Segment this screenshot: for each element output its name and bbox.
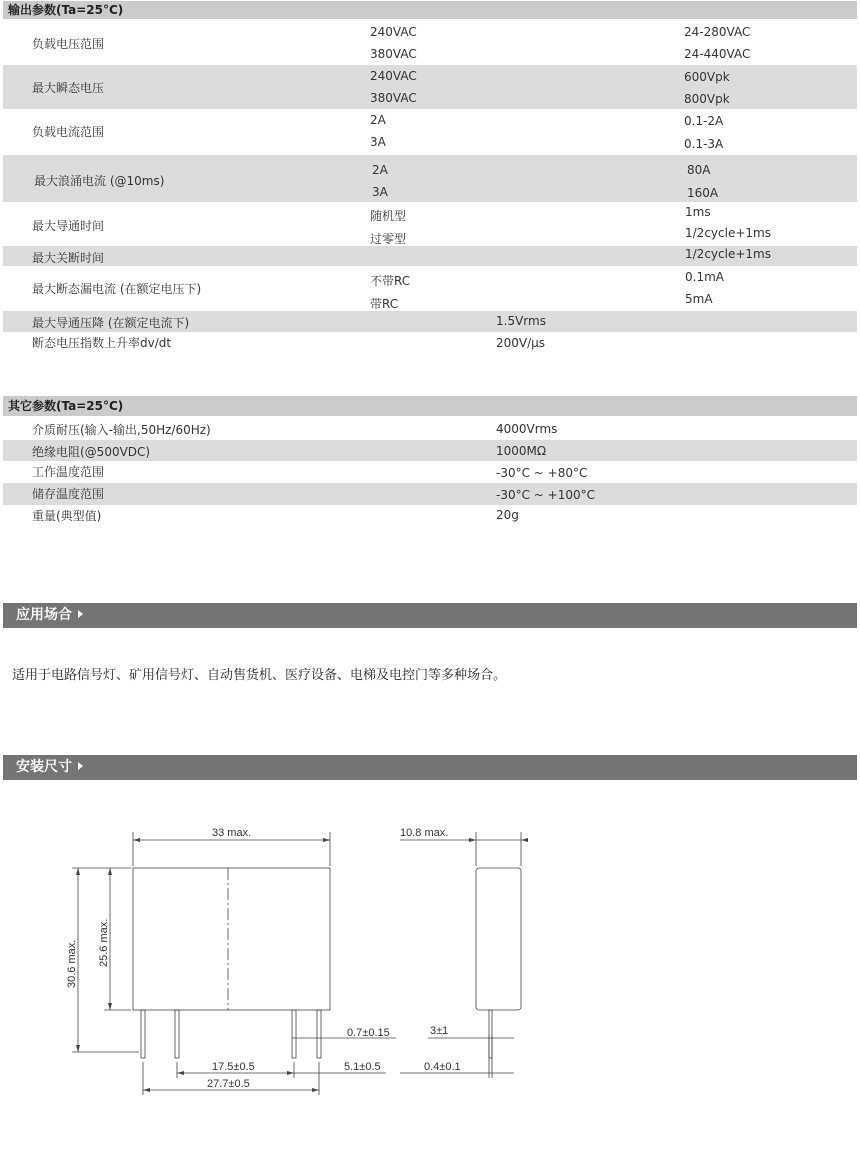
- table-row: [3, 332, 857, 354]
- dim-label: 17.5±0.5: [212, 1061, 255, 1073]
- row-value: 1/2cycle+1ms: [685, 247, 771, 261]
- row-value: 600Vpk: [684, 70, 730, 84]
- pin: [175, 1010, 179, 1058]
- row-label: 最大关断时间: [32, 251, 105, 265]
- row-value: -30°C ~ +100°C: [496, 488, 595, 502]
- pin: [292, 1010, 296, 1058]
- dimension-drawing: [0, 800, 860, 1120]
- table-row: [3, 21, 857, 65]
- dim-label: 0.7±0.15: [347, 1027, 390, 1039]
- row-value: 200V/μs: [496, 336, 546, 350]
- row-label: 绝缘电阻(@500VDC): [32, 445, 151, 459]
- dim-label: 10.8 max.: [400, 827, 449, 839]
- row-label: 介质耐压(输入-输出,50Hz/60Hz): [32, 423, 211, 437]
- row-label: 最大导通时间: [32, 219, 105, 233]
- pin: [317, 1010, 321, 1058]
- row-label: 最大瞬态电压: [32, 81, 105, 95]
- row-value: 1ms: [685, 205, 711, 219]
- row-value: 过零型: [370, 232, 407, 246]
- caret-right-icon: [78, 610, 83, 618]
- table-row: [3, 266, 857, 311]
- row-value: 2A: [372, 163, 388, 177]
- section-title: 应用场合: [16, 607, 72, 623]
- table-row: [3, 65, 857, 109]
- dim-label: 25.6 max.: [98, 918, 110, 967]
- dim-label: 27.7±0.5: [207, 1078, 250, 1090]
- relay-body-front: [133, 868, 330, 1010]
- dimensions-section-header: [3, 755, 857, 780]
- table-row: [3, 311, 857, 332]
- dim-label: 30.6 max.: [66, 939, 78, 988]
- table-row: [3, 202, 857, 246]
- row-value: 2A: [370, 113, 386, 127]
- row-value: 380VAC: [370, 47, 417, 61]
- row-value: 0.1mA: [685, 270, 724, 284]
- table-row: [3, 483, 857, 505]
- row-value: 3A: [372, 185, 388, 199]
- row-label: 断态电压指数上升率dv/dt: [32, 336, 172, 350]
- row-label: 重量(典型值): [32, 509, 102, 523]
- row-label: 最大浪涌电流 (@10ms): [34, 174, 165, 188]
- application-section-header: [3, 603, 857, 628]
- row-value: 1.5Vrms: [496, 314, 546, 328]
- row-value: 5mA: [685, 292, 713, 306]
- row-value: 800Vpk: [684, 92, 730, 106]
- table-row: [3, 440, 857, 461]
- row-label: 工作温度范围: [32, 465, 105, 479]
- section-title: 安装尺寸: [16, 759, 72, 775]
- row-label: 最大断态漏电流 (在额定电压下): [32, 282, 202, 296]
- row-value: 随机型: [370, 209, 407, 223]
- row-value: 24-280VAC: [684, 25, 751, 39]
- row-value: 1000MΩ: [496, 444, 547, 458]
- row-value: 0.1-2A: [684, 114, 724, 128]
- row-label: 负载电压范围: [32, 37, 105, 51]
- table-row: [3, 109, 857, 155]
- relay-body-side: [476, 868, 521, 1010]
- table-row: [3, 246, 857, 266]
- table-row: [3, 461, 857, 483]
- row-value: 不带RC: [370, 274, 411, 288]
- row-label: 最大导通压降 (在额定电流下): [32, 316, 190, 330]
- row-value: 带RC: [370, 297, 399, 311]
- other-params-header: 其它参数(Ta=25°C): [3, 396, 857, 416]
- row-value: 240VAC: [370, 69, 417, 83]
- dim-label: 5.1±0.5: [344, 1061, 381, 1073]
- row-value: 380VAC: [370, 91, 417, 105]
- row-value: -30°C ~ +80°C: [496, 466, 588, 480]
- row-value: 160A: [687, 186, 719, 200]
- table-row: [3, 155, 857, 202]
- row-value: 0.1-3A: [684, 137, 724, 151]
- application-text: 适用于电路信号灯、矿用信号灯、自动售货机、医疗设备、电梯及电控门等多种场合。: [12, 668, 507, 683]
- output-params-header: 输出参数(Ta=25°C): [3, 1, 857, 19]
- row-value: 1/2cycle+1ms: [685, 226, 771, 240]
- table-row: [3, 505, 857, 527]
- row-value: 240VAC: [370, 25, 417, 39]
- row-value: 3A: [370, 135, 386, 149]
- pin-side: [489, 1010, 492, 1058]
- row-label: 负载电流范围: [32, 125, 105, 139]
- caret-right-icon: [78, 762, 83, 770]
- dim-label: 3±1: [430, 1025, 449, 1037]
- row-value: 24-440VAC: [684, 47, 751, 61]
- pin: [141, 1010, 145, 1058]
- row-value: 80A: [687, 163, 711, 177]
- dim-label: 33 max.: [212, 827, 252, 839]
- row-value: 20g: [496, 508, 519, 522]
- row-value: 4000Vrms: [496, 422, 558, 436]
- row-label: 储存温度范围: [32, 487, 105, 501]
- dim-label: 0.4±0.1: [424, 1061, 461, 1073]
- table-row: [3, 418, 857, 440]
